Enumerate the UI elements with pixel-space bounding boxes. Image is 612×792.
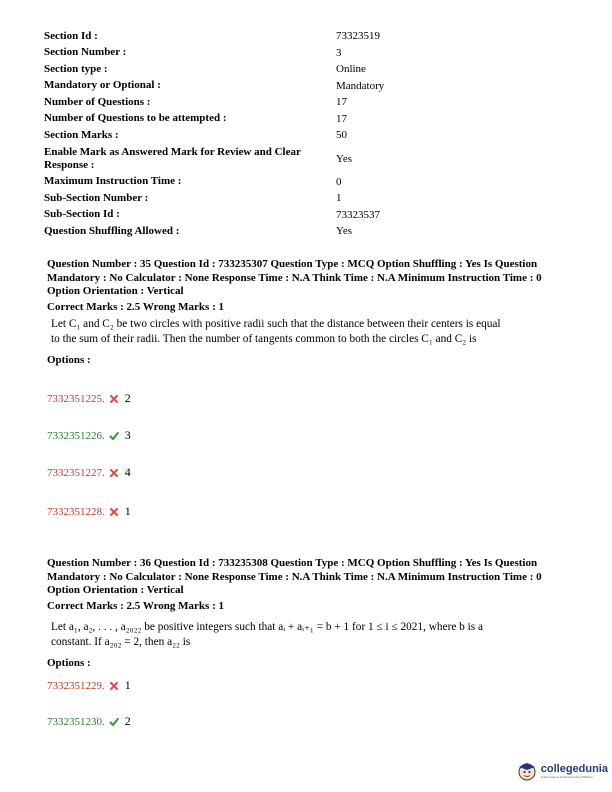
section-info-table — [44, 28, 444, 240]
question-36 — [47, 557, 547, 737]
question-35 — [47, 258, 547, 530]
meta-value: 17 — [336, 96, 347, 109]
meta-value: Yes — [336, 152, 353, 165]
meta-label: Maximum Instruction Time : — [44, 175, 182, 188]
meta-value: 17 — [336, 112, 347, 125]
option-value: 3 — [124, 428, 131, 442]
option-value: 4 — [124, 465, 131, 479]
option[interactable] — [47, 391, 131, 406]
section-type-row — [44, 61, 444, 78]
meta-label: Section Marks : — [44, 128, 119, 141]
mascot-icon — [516, 760, 538, 782]
instruction-time-row — [44, 174, 444, 191]
meta-value: 73323519 — [336, 30, 380, 43]
logo-text: collegedunia — [540, 763, 608, 775]
meta-label: Sub-Section Id : — [44, 208, 120, 221]
option-value: 1 — [124, 504, 131, 518]
question-text: Let C₁ and C₂ be two circles with positive radii such that the distance between their centers is equal to the sum of their radii. Then the number of tangents common to both the circles C₁ and C₂ is — [51, 317, 501, 346]
meta-value: 3 — [336, 46, 342, 59]
cross-icon — [109, 507, 119, 517]
option-id: 7332351227. — [47, 466, 105, 479]
collegedunia-logo — [516, 760, 608, 782]
question-marks: Correct Marks : 2.5 Wrong Marks : 1 — [47, 599, 224, 612]
option[interactable] — [47, 465, 131, 480]
check-icon — [109, 431, 119, 441]
option-id: 7332351230. — [47, 715, 105, 728]
option-id: 7332351228. — [47, 505, 105, 518]
check-icon — [109, 717, 119, 727]
option[interactable] — [47, 678, 131, 693]
option-value: 2 — [124, 714, 131, 728]
option-id: 7332351229. — [47, 679, 105, 692]
option-id: 7332351226. — [47, 429, 105, 442]
options-label: Options : — [47, 656, 91, 669]
meta-value: 1 — [336, 192, 342, 205]
option[interactable] — [47, 714, 131, 729]
meta-label: Number of Questions to be attempted : — [44, 112, 227, 125]
meta-label: Section Id : — [44, 29, 98, 42]
cross-icon — [109, 394, 119, 404]
shuffling-row — [44, 223, 444, 240]
question-header: Question Number : 35 Question Id : 733235307 Question Type : MCQ Option Shuffling : Yes Is Question Mandatory : No Calculator : None Response Time : N.A Think Time : N.A Minimum Instruction Time : 0 Option Orientation : Vertical — [47, 258, 542, 298]
option-id: 7332351225. — [47, 392, 105, 405]
meta-label: Section type : — [44, 62, 108, 75]
question-header: Question Number : 36 Question Id : 733235308 Question Type : MCQ Option Shuffling : Yes Is Question Mandatory : No Calculator : None Response Time : N.A Think Time : N.A Minimum Instruction Time : 0 Option Orientation : Vertical — [47, 557, 542, 597]
option-value: 2 — [124, 391, 131, 405]
number-of-questions-row — [44, 94, 444, 111]
option-value: 1 — [124, 678, 131, 692]
logo-tagline: India's largest Student Review Platform — [540, 775, 594, 779]
meta-label: Question Shuffling Allowed : — [44, 224, 180, 237]
meta-value: Mandatory — [336, 79, 385, 92]
option[interactable] — [47, 428, 131, 443]
meta-label: Enable Mark as Answered Mark for Review and Clear Response : — [44, 145, 301, 171]
mandatory-row — [44, 78, 444, 95]
cross-icon — [109, 681, 119, 691]
meta-value: 50 — [336, 129, 347, 142]
sub-section-id-row — [44, 207, 444, 224]
section-number-row — [44, 45, 444, 62]
option[interactable] — [47, 504, 131, 519]
meta-label: Section Number : — [44, 46, 127, 59]
meta-value: 73323537 — [336, 208, 380, 221]
section-id-row — [44, 28, 444, 45]
question-text: Let a₁, a₂, . . . , a₂₀₂₂ be positive integers such that aᵢ + aᵢ₊₁ = b + 1 for 1 ≤ i ≤ 2021, where b is a constant. If a₂₀₂ = 2, then a₂₂ is — [51, 620, 484, 649]
meta-value: Yes — [336, 225, 353, 238]
sub-section-number-row — [44, 190, 444, 207]
options-label: Options : — [47, 353, 91, 366]
section-marks-row — [44, 127, 444, 144]
question-marks: Correct Marks : 2.5 Wrong Marks : 1 — [47, 300, 224, 313]
meta-label: Sub-Section Number : — [44, 191, 149, 204]
cross-icon — [109, 468, 119, 478]
meta-value: 0 — [336, 175, 342, 188]
mark-review-row — [44, 144, 444, 174]
questions-attempted-row — [44, 111, 444, 128]
meta-label: Number of Questions : — [44, 95, 151, 108]
meta-label: Mandatory or Optional : — [44, 79, 161, 92]
meta-value: Online — [336, 63, 366, 76]
